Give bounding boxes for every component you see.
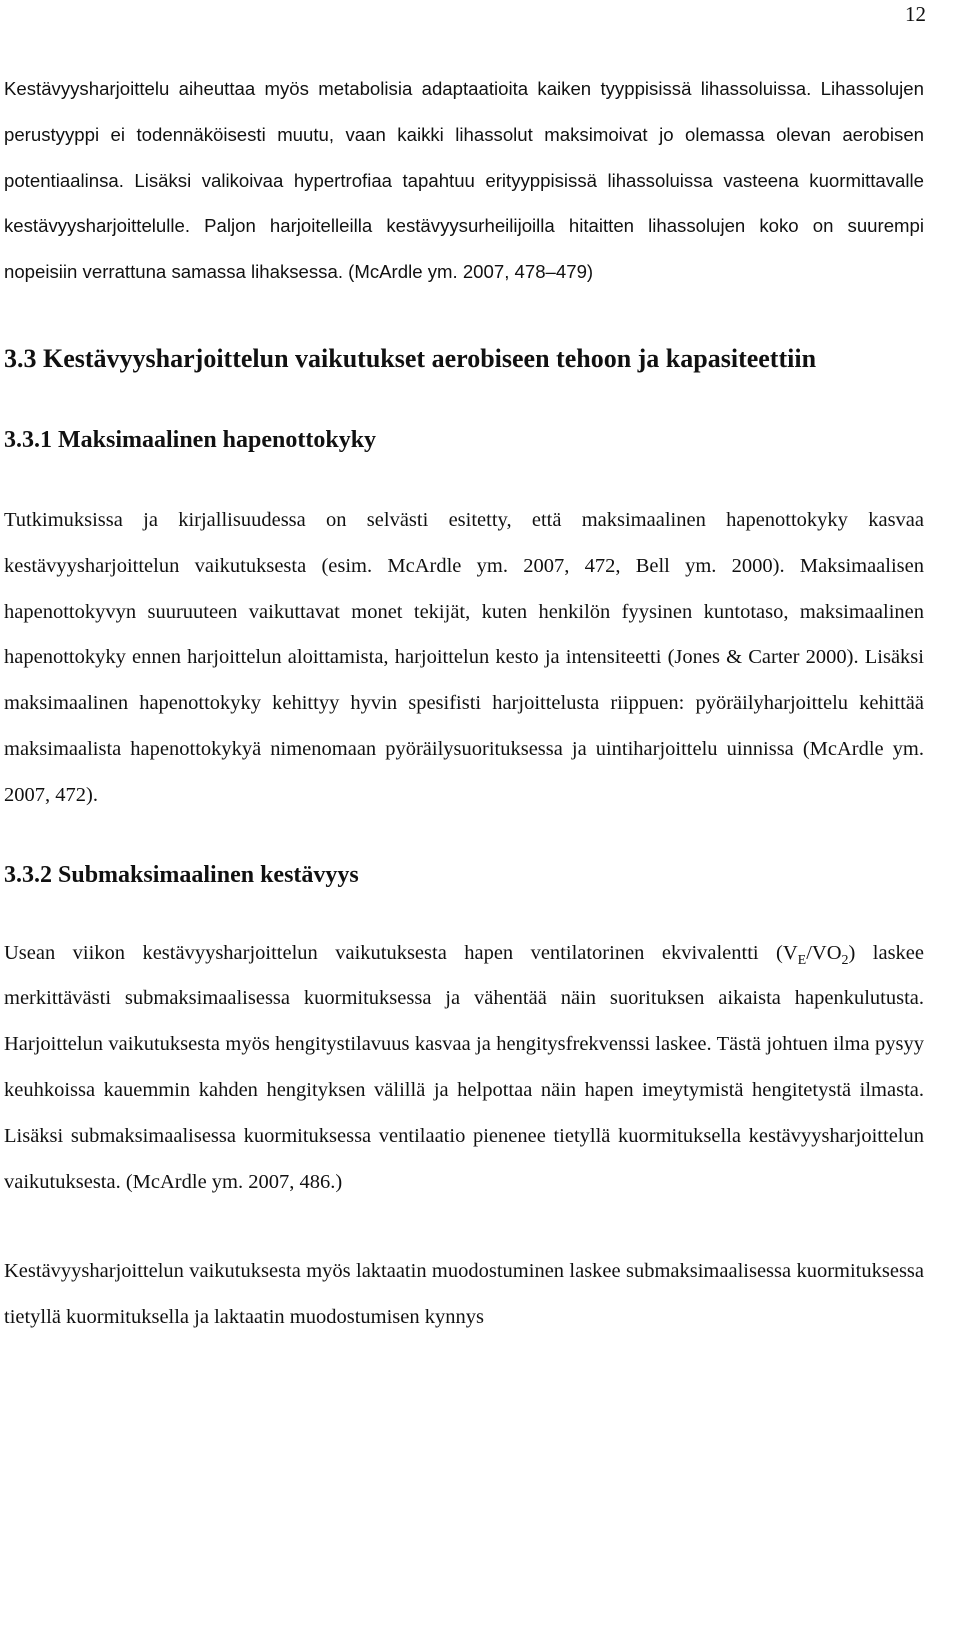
paragraph-text-mid: /VO <box>806 941 842 964</box>
subscript-e: E <box>797 952 807 968</box>
paragraph-text-lead: Usean viikon kestävyysharjoittelun vaikutuksesta hapen ventilatorinen ekvivalentti (V <box>4 941 798 964</box>
heading-section-3-3: 3.3 Kestävyysharjoittelun vaikutukset aerobiseen tehoon ja kapasiteettiin <box>4 343 817 373</box>
paragraph-max-oxygen-uptake: Tutkimuksissa ja kirjallisuudessa on selvästi esitetty, että maksimaalinen hapenottokyky kasvaa kestävyysharjoittelun vaikutuksesta (esim. McArdle ym. 2007, 472, Bell ym. 2000). Maksimaalisen hapenottokyvyn suuruuteen vaikuttavat monet tekijät, kuten henkilön fyysinen kuntotaso, maksimaalinen hapenottokyky ennen harjoittelun aloittamista, harjoittelun kesto ja intensiteetti (Jones & Carter 2000). Lisäksi maksimaalinen hapenottokyky kehittyy hyvin spesifisti harjoittelusta riippuen: pyöräilyharjoittelu kehittää maksimaalista hapenottokykyä nimenomaan pyöräilysuorituksessa ja uintiharjoittelu uinnissa (McArdle ym. 2007, 472). <box>4 508 924 806</box>
document-body <box>4 66 924 1341</box>
page-number: 12 <box>905 2 926 26</box>
paragraph-text-rest: ) laskee merkittävästi submaksimaalisessa kuormituksessa ja vähentää näin suorituksen aikaista hapenkulutusta. Harjoittelun vaikutuksesta myös hengitystilavuus kasvaa ja hengitysfrekvenssi laskee. Tästä johtuen ilma pysyy keuhkoissa kauemmin kahden hengityksen välillä ja helpottaa näin hapen imeytymistä hengitetystä ilmasta. Lisäksi submaksimaalisessa kuormituksessa ventilaatio pienenee tietyllä kuormituksella kestävyysharjoittelun vaikutuksesta. (McArdle ym. 2007, 486.) <box>4 941 925 1193</box>
heading-section-3-3-2: 3.3.2 Submaksimaalinen kestävyys <box>4 861 359 888</box>
paragraph-metabolic-adaptations: Kestävyysharjoittelu aiheuttaa myös metabolisia adaptaatioita kaiken tyyppisissä lihassoluissa. Lihassolujen perustyyppi ei todennäköisesti muutu, vaan kaikki lihassolut maksimoivat jo olemassa olevan aerobisen potentiaalinsa. Lisäksi valikoivaa hypertrofiaa tapahtuu erityyppisissä lihassoluissa vasteena kuormittavalle kestävyysharjoittelulle. Paljon harjoitelleilla kestävyysurheilijoilla hitaitten lihassolujen koko on suurempi nopeisiin verrattuna samassa lihaksessa. (McArdle ym. 2007, 478–479) <box>4 78 924 283</box>
subscript-2: 2 <box>841 952 849 968</box>
heading-section-3-3-1: 3.3.1 Maksimaalinen hapenottokyky <box>4 426 377 453</box>
paragraph-lactate: Kestävyysharjoittelun vaikutuksesta myös laktaatin muodostuminen laskee submaksimaalisessa kuormituksessa tietyllä kuormituksella ja laktaatin muodostumisen kynnys <box>4 1260 924 1329</box>
paragraph-submaximal-endurance <box>4 931 924 1206</box>
